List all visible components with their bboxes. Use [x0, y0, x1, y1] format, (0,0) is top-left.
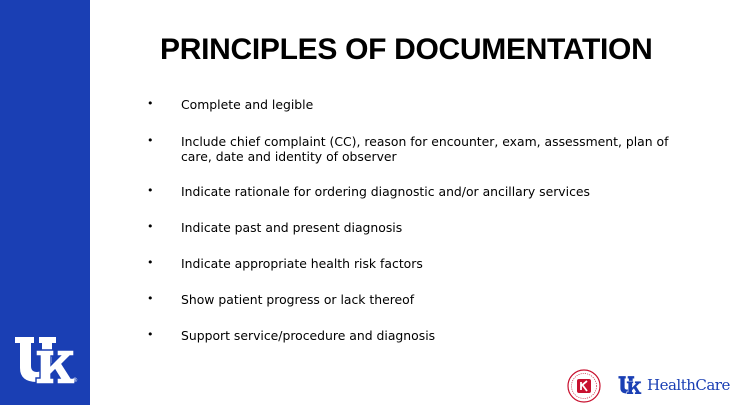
bullet-text: Indicate rationale for ordering diagnostic and/or ancillary services	[181, 184, 590, 199]
brand-sidebar	[0, 0, 90, 405]
footer-logos	[560, 368, 730, 405]
bullet-text: Complete and legible	[181, 97, 314, 112]
uk-logo-icon	[14, 334, 76, 386]
bullet-text: Support service/procedure and diagnosis	[181, 328, 436, 343]
bullet-marker: •	[147, 184, 154, 197]
trademark-symbol: ®	[72, 377, 78, 384]
bullet-text: Indicate past and present diagnosis	[181, 220, 403, 235]
healthcare-wordmark: HealthCare	[647, 376, 730, 394]
bullet-marker: •	[147, 220, 154, 233]
bullet-text: Indicate appropriate health risk factors	[181, 256, 423, 271]
bullet-marker: •	[147, 328, 154, 341]
bullet-marker: •	[147, 134, 154, 147]
bullet-text: Include chief complaint (CC), reason for encounter, exam, assessment, plan of care, date and identity of observer	[181, 134, 669, 164]
bullet-marker: •	[147, 292, 154, 305]
bullet-marker: •	[147, 256, 154, 269]
bullet-text: Show patient progress or lack thereof	[181, 292, 415, 307]
uk-small-logo-icon	[617, 375, 643, 395]
slide-title: PRINCIPLES OF DOCUMENTATION	[160, 33, 653, 66]
accreditation-seal-icon	[563, 368, 605, 404]
bullet-marker: •	[147, 97, 154, 110]
